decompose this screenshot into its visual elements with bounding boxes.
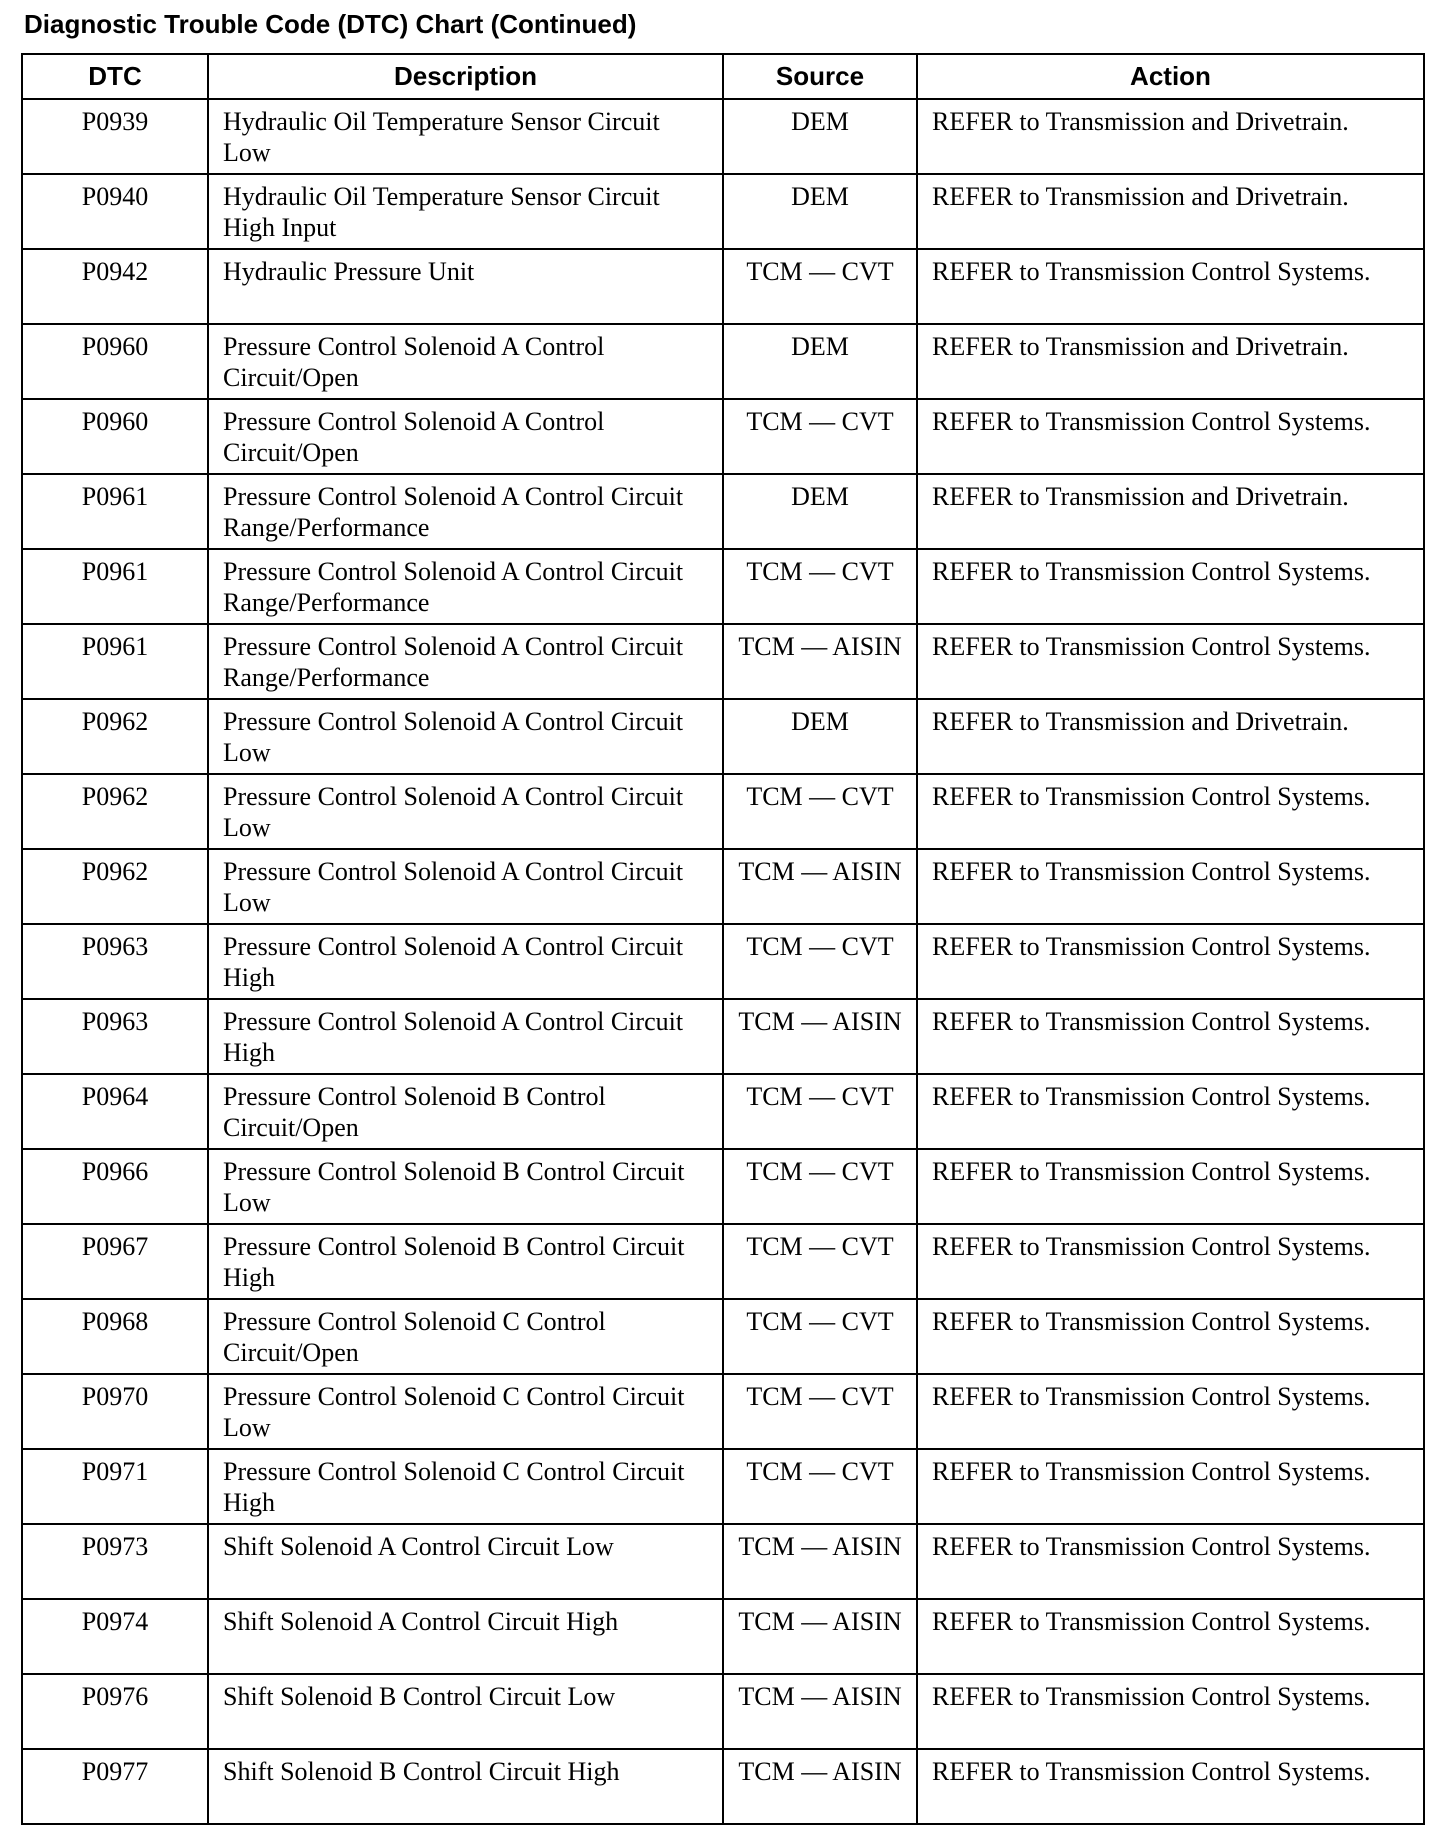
table-row bbox=[22, 249, 1424, 324]
dtc-source: TCM — CVT bbox=[723, 774, 917, 849]
dtc-code: P0973 bbox=[22, 1524, 208, 1599]
dtc-code: P0968 bbox=[22, 1299, 208, 1374]
dtc-source: TCM — CVT bbox=[723, 1224, 917, 1299]
dtc-description: Pressure Control Solenoid C Control Circuit High bbox=[208, 1449, 723, 1524]
dtc-code: P0962 bbox=[22, 849, 208, 924]
dtc-action: REFER to Transmission Control Systems. bbox=[917, 1749, 1424, 1824]
table-row bbox=[22, 1449, 1424, 1524]
table-row bbox=[22, 849, 1424, 924]
dtc-code: P0963 bbox=[22, 999, 208, 1074]
dtc-source: TCM — AISIN bbox=[723, 849, 917, 924]
table-row bbox=[22, 1524, 1424, 1599]
dtc-table bbox=[21, 53, 1425, 1825]
dtc-description: Pressure Control Solenoid A Control Circuit Low bbox=[208, 774, 723, 849]
dtc-source: TCM — CVT bbox=[723, 399, 917, 474]
dtc-action: REFER to Transmission Control Systems. bbox=[917, 549, 1424, 624]
table-row bbox=[22, 624, 1424, 699]
header-description: Description bbox=[208, 54, 723, 99]
dtc-description: Pressure Control Solenoid B Control Circuit/Open bbox=[208, 1074, 723, 1149]
dtc-source: DEM bbox=[723, 99, 917, 174]
dtc-code: P0977 bbox=[22, 1749, 208, 1824]
dtc-code: P0961 bbox=[22, 474, 208, 549]
dtc-source: DEM bbox=[723, 699, 917, 774]
dtc-source: TCM — CVT bbox=[723, 924, 917, 999]
table-row bbox=[22, 399, 1424, 474]
table-row bbox=[22, 174, 1424, 249]
dtc-action: REFER to Transmission Control Systems. bbox=[917, 1074, 1424, 1149]
dtc-action: REFER to Transmission Control Systems. bbox=[917, 924, 1424, 999]
dtc-code: P0974 bbox=[22, 1599, 208, 1674]
dtc-action: REFER to Transmission Control Systems. bbox=[917, 1299, 1424, 1374]
dtc-description: Pressure Control Solenoid A Control Circuit High bbox=[208, 924, 723, 999]
dtc-description: Hydraulic Oil Temperature Sensor Circuit Low bbox=[208, 99, 723, 174]
table-row bbox=[22, 474, 1424, 549]
dtc-description: Pressure Control Solenoid B Control Circuit High bbox=[208, 1224, 723, 1299]
table-row bbox=[22, 999, 1424, 1074]
dtc-code: P0963 bbox=[22, 924, 208, 999]
dtc-code: P0961 bbox=[22, 624, 208, 699]
dtc-description: Pressure Control Solenoid A Control Circuit High bbox=[208, 999, 723, 1074]
dtc-action: REFER to Transmission Control Systems. bbox=[917, 1674, 1424, 1749]
dtc-description: Pressure Control Solenoid B Control Circuit Low bbox=[208, 1149, 723, 1224]
dtc-source: TCM — CVT bbox=[723, 1074, 917, 1149]
dtc-source: TCM — AISIN bbox=[723, 1524, 917, 1599]
dtc-action: REFER to Transmission and Drivetrain. bbox=[917, 174, 1424, 249]
dtc-source: DEM bbox=[723, 174, 917, 249]
dtc-source: TCM — CVT bbox=[723, 249, 917, 324]
table-row bbox=[22, 99, 1424, 174]
dtc-action: REFER to Transmission and Drivetrain. bbox=[917, 99, 1424, 174]
dtc-code: P0967 bbox=[22, 1224, 208, 1299]
dtc-source: TCM — AISIN bbox=[723, 624, 917, 699]
dtc-code: P0961 bbox=[22, 549, 208, 624]
dtc-description: Shift Solenoid B Control Circuit High bbox=[208, 1749, 723, 1824]
dtc-source: TCM — CVT bbox=[723, 1149, 917, 1224]
dtc-description: Shift Solenoid A Control Circuit High bbox=[208, 1599, 723, 1674]
dtc-source: DEM bbox=[723, 324, 917, 399]
dtc-action: REFER to Transmission Control Systems. bbox=[917, 774, 1424, 849]
dtc-code: P0971 bbox=[22, 1449, 208, 1524]
dtc-action: REFER to Transmission Control Systems. bbox=[917, 624, 1424, 699]
dtc-source: TCM — AISIN bbox=[723, 999, 917, 1074]
table-row bbox=[22, 699, 1424, 774]
table-row bbox=[22, 324, 1424, 399]
dtc-source: TCM — CVT bbox=[723, 1299, 917, 1374]
dtc-source: TCM — AISIN bbox=[723, 1674, 917, 1749]
dtc-action: REFER to Transmission Control Systems. bbox=[917, 249, 1424, 324]
dtc-code: P0962 bbox=[22, 774, 208, 849]
dtc-description: Shift Solenoid B Control Circuit Low bbox=[208, 1674, 723, 1749]
page-title: Diagnostic Trouble Code (DTC) Chart (Continued) bbox=[24, 9, 637, 39]
dtc-description: Pressure Control Solenoid A Control Circuit Range/Performance bbox=[208, 549, 723, 624]
header-row bbox=[22, 54, 1424, 99]
dtc-code: P0942 bbox=[22, 249, 208, 324]
dtc-action: REFER to Transmission Control Systems. bbox=[917, 1149, 1424, 1224]
table-row bbox=[22, 1674, 1424, 1749]
header-action: Action bbox=[917, 54, 1424, 99]
dtc-action: REFER to Transmission and Drivetrain. bbox=[917, 474, 1424, 549]
dtc-code: P0940 bbox=[22, 174, 208, 249]
dtc-action: REFER to Transmission Control Systems. bbox=[917, 1449, 1424, 1524]
dtc-description: Hydraulic Pressure Unit bbox=[208, 249, 723, 324]
dtc-action: REFER to Transmission Control Systems. bbox=[917, 849, 1424, 924]
dtc-description: Pressure Control Solenoid A Control Circuit/Open bbox=[208, 324, 723, 399]
table-row bbox=[22, 549, 1424, 624]
dtc-code: P0962 bbox=[22, 699, 208, 774]
dtc-description: Pressure Control Solenoid A Control Circuit Low bbox=[208, 849, 723, 924]
dtc-source: TCM — CVT bbox=[723, 1374, 917, 1449]
dtc-code: P0964 bbox=[22, 1074, 208, 1149]
dtc-description: Pressure Control Solenoid C Control Circuit Low bbox=[208, 1374, 723, 1449]
table-row bbox=[22, 1599, 1424, 1674]
dtc-action: REFER to Transmission Control Systems. bbox=[917, 1524, 1424, 1599]
dtc-description: Hydraulic Oil Temperature Sensor Circuit High Input bbox=[208, 174, 723, 249]
dtc-source: TCM — AISIN bbox=[723, 1599, 917, 1674]
dtc-action: REFER to Transmission Control Systems. bbox=[917, 1224, 1424, 1299]
dtc-action: REFER to Transmission and Drivetrain. bbox=[917, 324, 1424, 399]
table-row bbox=[22, 1149, 1424, 1224]
dtc-source: TCM — CVT bbox=[723, 549, 917, 624]
dtc-code: P0960 bbox=[22, 399, 208, 474]
header-dtc: DTC bbox=[22, 54, 208, 99]
table-row bbox=[22, 1749, 1424, 1824]
dtc-description: Pressure Control Solenoid A Control Circuit Low bbox=[208, 699, 723, 774]
dtc-action: REFER to Transmission Control Systems. bbox=[917, 999, 1424, 1074]
dtc-description: Pressure Control Solenoid C Control Circuit/Open bbox=[208, 1299, 723, 1374]
dtc-source: DEM bbox=[723, 474, 917, 549]
dtc-description: Pressure Control Solenoid A Control Circuit Range/Performance bbox=[208, 624, 723, 699]
dtc-code: P0966 bbox=[22, 1149, 208, 1224]
dtc-code: P0970 bbox=[22, 1374, 208, 1449]
table-row bbox=[22, 1074, 1424, 1149]
dtc-code: P0976 bbox=[22, 1674, 208, 1749]
table-row bbox=[22, 1224, 1424, 1299]
dtc-description: Pressure Control Solenoid A Control Circuit/Open bbox=[208, 399, 723, 474]
dtc-code: P0960 bbox=[22, 324, 208, 399]
table-body bbox=[22, 99, 1424, 1824]
dtc-action: REFER to Transmission and Drivetrain. bbox=[917, 699, 1424, 774]
dtc-source: TCM — AISIN bbox=[723, 1749, 917, 1824]
dtc-action: REFER to Transmission Control Systems. bbox=[917, 1374, 1424, 1449]
dtc-action: REFER to Transmission Control Systems. bbox=[917, 399, 1424, 474]
dtc-source: TCM — CVT bbox=[723, 1449, 917, 1524]
table-row bbox=[22, 1374, 1424, 1449]
dtc-action: REFER to Transmission Control Systems. bbox=[917, 1599, 1424, 1674]
table-row bbox=[22, 774, 1424, 849]
dtc-code: P0939 bbox=[22, 99, 208, 174]
dtc-description: Pressure Control Solenoid A Control Circuit Range/Performance bbox=[208, 474, 723, 549]
table-row bbox=[22, 1299, 1424, 1374]
header-source: Source bbox=[723, 54, 917, 99]
table-row bbox=[22, 924, 1424, 999]
dtc-description: Shift Solenoid A Control Circuit Low bbox=[208, 1524, 723, 1599]
